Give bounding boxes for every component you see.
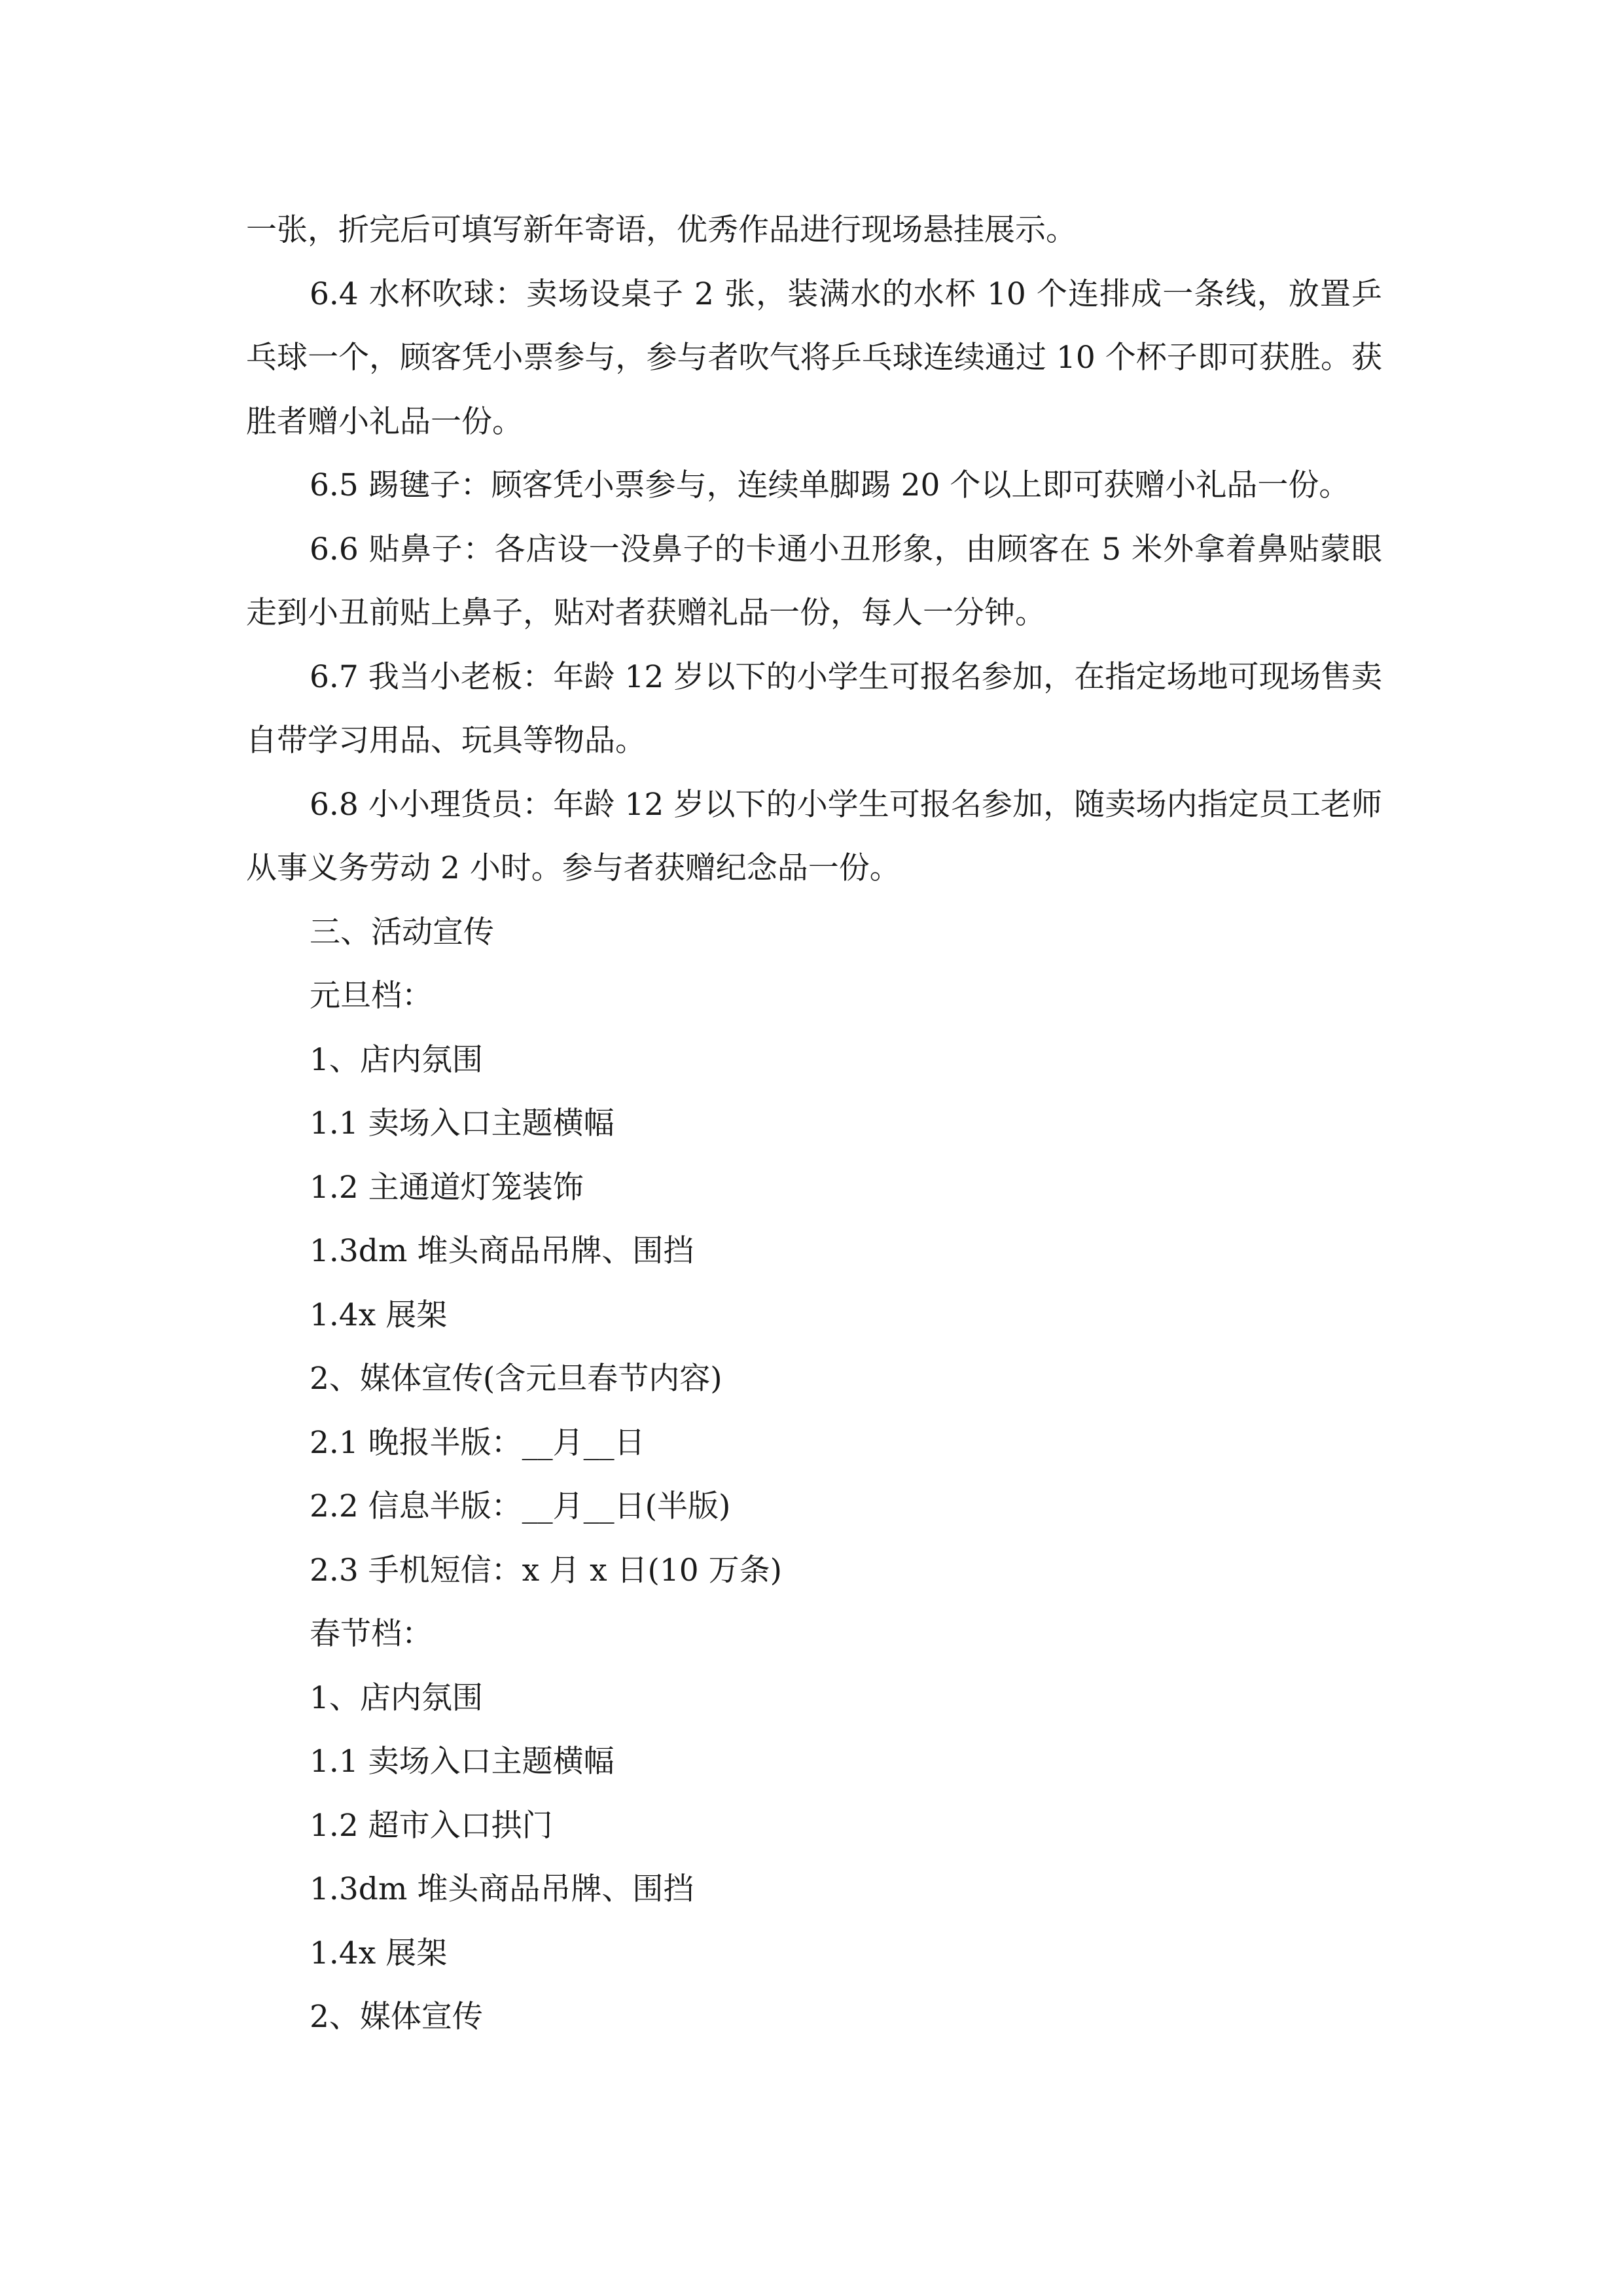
- paragraph-water-cup-game: 6.4 水杯吹球：卖场设桌子 2 张，装满水的水杯 10 个连排成一条线，放置乒乓球一个，顾客凭小票参与，参与者吹气将乒乓球连续通过 10 个杯子即可获胜。获胜者赠小礼品一份。: [246, 276, 1382, 440]
- list-item: 1.3dm 堆头商品吊牌、围挡: [310, 1871, 694, 1907]
- document-body: [246, 198, 1382, 2049]
- list-item: 1.4x 展架: [310, 1297, 448, 1333]
- list-item: 1.4x 展架: [310, 1935, 448, 1971]
- list-item: 1、店内氛围: [310, 1679, 483, 1716]
- list-item: 2.3 手机短信：x 月 x 日(10 万条): [310, 1552, 782, 1588]
- list-item: 1.3dm 堆头商品吊牌、围挡: [310, 1233, 694, 1269]
- list-item: 2.2 信息半版：__月__日(半版): [310, 1488, 731, 1524]
- list-item: 2.1 晚报半版：__月__日: [310, 1424, 645, 1461]
- subheading-spring-festival: 春节档：: [310, 1616, 433, 1652]
- list-item: 1.1 卖场入口主题横幅: [310, 1744, 615, 1780]
- list-item: 2、媒体宣传: [310, 1999, 483, 2035]
- paragraph-nose-game: 6.6 贴鼻子：各店设一没鼻子的卡通小丑形象，由顾客在 5 米外拿着鼻贴蒙眼走到小丑前贴上鼻子，贴对者获赠礼品一份，每人一分钟。: [246, 531, 1382, 631]
- paragraph-little-stocker: 6.8 小小理货员：年龄 12 岁以下的小学生可报名参加，随卖场内指定员工老师从事义务劳动 2 小时。参与者获赠纪念品一份。: [246, 786, 1382, 886]
- paragraph-continuation: 一张，折完后可填写新年寄语，优秀作品进行现场悬挂展示。: [246, 212, 1077, 248]
- paragraph-shuttlecock-game: 6.5 踢毽子：顾客凭小票参与，连续单脚踢 20 个以上即可获赠小礼品一份。: [310, 467, 1350, 503]
- list-item: 1、店内氛围: [310, 1041, 483, 1078]
- section-heading-promotion: 三、活动宣传: [310, 914, 494, 950]
- list-item: 1.2 超市入口拱门: [310, 1807, 553, 1844]
- list-item: 1.1 卖场入口主题横幅: [310, 1105, 615, 1141]
- list-item: 2、媒体宣传(含元旦春节内容): [310, 1361, 722, 1397]
- list-item: 1.2 主通道灯笼装饰: [310, 1169, 584, 1206]
- subheading-new-year: 元旦档：: [310, 978, 433, 1014]
- paragraph-little-boss: 6.7 我当小老板：年龄 12 岁以下的小学生可报名参加，在指定场地可现场售卖自带学习用品、玩具等物品。: [246, 658, 1382, 759]
